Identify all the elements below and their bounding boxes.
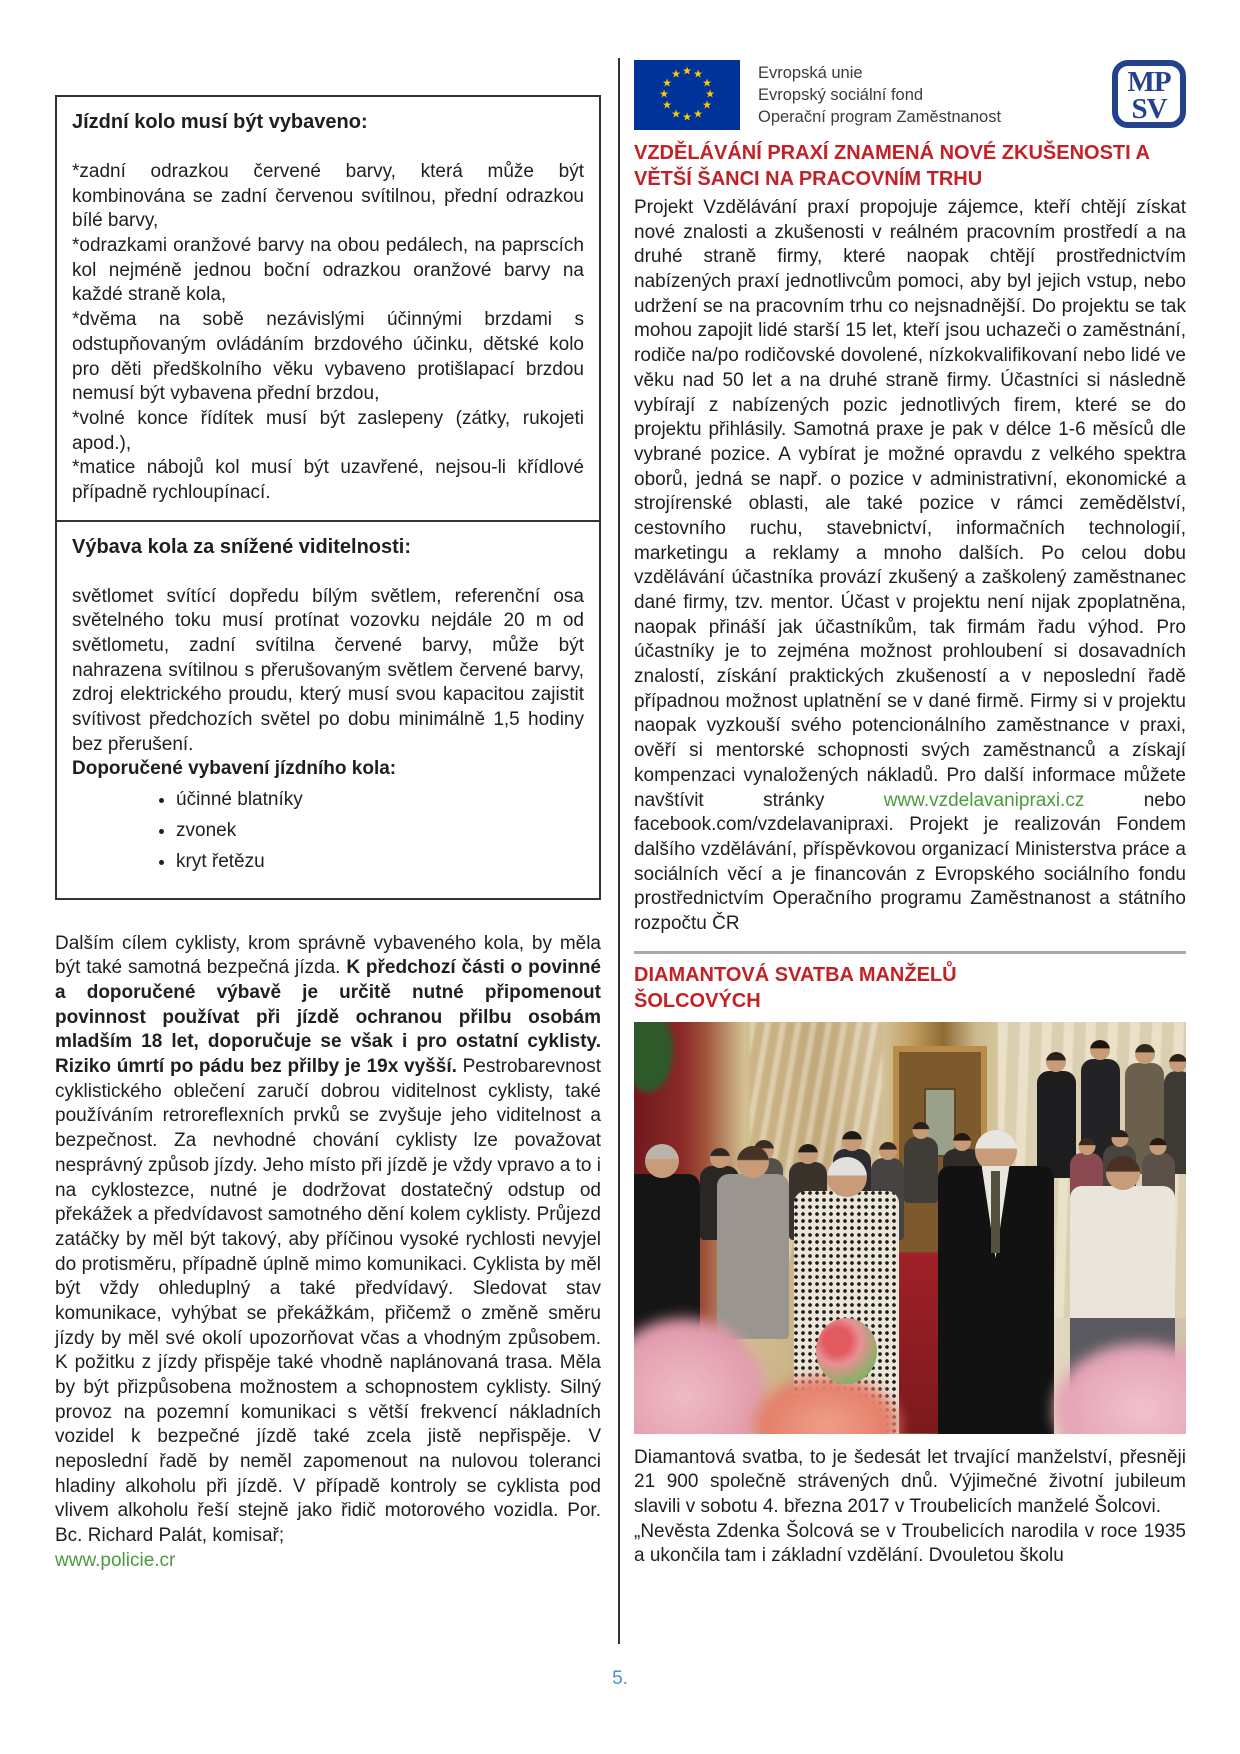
photo-bouquet: [816, 1318, 877, 1384]
photo-woman-gray: [717, 1174, 789, 1339]
mpsv-logo-top: MP: [1127, 66, 1171, 98]
bike-equipment-item: *odrazkami oranžové barvy na obou pedálech, na paprscích kol nejméně jednou boční odrazkou oranžové barvy na každé straně kola,: [72, 235, 584, 306]
mpsv-logo-icon: [1112, 60, 1186, 128]
column-divider: [618, 58, 620, 1644]
visibility-box-paragraph: světlomet svítící dopředu bílým světlem, referenční osa světelného toku musí protínat vozovku nejdále 20 m od světlometu, zadní svítilna červené barvy, může být nahrazena svítilnou s přerušovaným světlem červené barvy, zdroj elektrického proudu, který musí svou kapacitou zajistit svítivost předchozích světel po dobu minimálně 1,5 hodiny bez přerušení.: [72, 585, 584, 755]
vzdelavanipraxi-link[interactable]: www.vzdelavanipraxi.cz: [883, 789, 1085, 811]
article-text-start: Dalším cílem cyklisty, krom správně vybaveného kola, by měla být také samotná bezpečná jízda.: [55, 932, 601, 979]
article1-body-end: nebo facebook.com/vzdelavanipraxi. Projekt je realizován Fondem dalšího vzdělávání, příspěvkovou organizací Ministerstva práce a sociálních věcí a je financován z Evropského sociálního fondu prostřednictvím Operačního programu Zaměstnanost a státního rozpočtu ČR: [634, 789, 1186, 934]
eu-flag-icon: ★ ★ ★ ★ ★ ★ ★ ★ ★ ★ ★ ★: [634, 60, 740, 130]
article1-body: [634, 196, 1186, 937]
article-text-bold: K předchozí části o povinné a doporučené výbavě je určitě nutné připomenout povinnost používat při jízdě ochranou přilbu osobám mladším 18 let, doporučuje se však i pro ostatní cyklisty. Riziko úmrtí po pádu bez přilby je 19x vyšší.: [55, 957, 601, 1078]
eu-logo-line: Evropská unie: [758, 64, 863, 82]
article-text-end: Pestrobarevnost cyklistického oblečení zaručí dobrou viditelnost cyklisty, také používáním retroreflexních prvků se zvyšuje jeho viditelnost a bezpečnost. Za nevhodné chování cyklisty lze považovat nesprávný způsob jízdy. Jeho místo při jízdě je vždy vpravo a to i na cyklostezce, nutné je dodržovat dostatečný odstup od překážek a předvídavost samotného dění kolem cyklisty. Průjezd zatáčky by měl být takový, aby příčinou vysoké rychlosti nevyjel do protisměru, případně úplně mimo komunikaci. Cyklista by měl být vždy ohleduplný a také předvídavý. Sledovat stav komunikace, vyhýbat se překážkám, přičemž o změně směru jízdy by měl své okolí upozorňovat včas a vhodným způsobem. K požitku z jízdy přispěje také vhodně naplánovaná trasa. Měla by být přizpůsobena možnostem a schopnostem cyklisty. Silný provoz na pozemní komunikaci s větší frekvencí nákladních vozidel k bezpečné jízdě také zcela jistě nepřispěje. V neposlední řadě by neměl zapomenout na nulovou toleranci hladiny alkoholu při jízdě. V případě kontroly se cyklista pod vlivem alkoholu řeší stejně jako řidič motorového vozidla. Por. Bc. Richard Palát, komisař;: [55, 1056, 601, 1547]
article1-body-start: Projekt Vzdělávání praxí propojuje zájemce, kteří chtějí získat nové znalosti a zkušenosti v reálném pracovním prostředí a na druhé straně firmy, které naopak chtějí prostřednictvím nabízených praxí jednotlivcům pomoci, aby byl jejich vstup, nebo udržení se na pracovním trhu co nejsnadnější. Do projektu se tak mohou zapojit lidé starší 15 let, kteří jsou uchazeči o zaměstnání, rodiče na/po rodičovské dovolené, nízkokvalifikovaní nebo lidé ve věku nad 50 let a na druhé straně firmy. Účastníci si následně vybírají z nabízených pozic jednotlivých firem, které se do projektu přihlásily. Samotná praxe je pak v délce 1-6 měsíců dle vybrané pozice. A vybírat je možné opravdu z velkého spektra oborů, jedná se např. o pozice v administrativní, ekonomické a strojírenské oblasti, ale také pozice v rámci zemědělství, cestovního ruchu, stavebnictví, informačních technologií, marketingu a reklamy a mnoho dalších. Po celou dobu vzdělávání účastníka provází zkušený a zaškolený zaměstnanec dané firmy, tzv. mentor. Účast v projektu není nijak zpoplatněna, naopak přináší jak účastníkům, tak firmám řadu výhod. Pro účastníky je to zejména možnost prohloubení si dosavadních znalostí, získání praktických zkušeností a v neposlední řadě případnou možnost uplatnění se v dané firmě. Firmy si v projektu naopak vyzkouší svého potencionálního zaměstnance v praxi, ověří si mentorské schopnosti svých zaměstnanců a získají kompenzaci vynaložených nákladů. Pro další informace můžete navštívit stránky: [634, 197, 1186, 811]
article2-paragraph2: „Nevěsta Zdenka Šolcová se v Troubelicích narodila v roce 1935 a ukončila tam i základní vzdělání. Dvouletou školu: [634, 1520, 1186, 1567]
bike-equipment-box-title: Jízdní kolo musí být vybaveno:: [72, 111, 368, 133]
article2-paragraph1: Diamantová svatba, to je šedesát let trvající manželství, přesněji 21 900 společně strávených dnů. Výjimečné životní jubileum slavili v sobotu 4. března 2017 v Troubelicích manželé Šolcovi.: [634, 1446, 1186, 1517]
recommended-equipment-subheading: Doporučené vybavení jízdního kola:: [72, 758, 397, 780]
article1-heading: VZDĚLÁVÁNÍ PRAXÍ ZNAMENÁ NOVÉ ZKUŠENOSTI A VĚTŠÍ ŠANCI NA PRACOVNÍM TRHU: [634, 142, 1150, 190]
bike-equipment-item: *volné konce řídítek musí být zaslepeny (zátky, rukojeti apod.),: [72, 407, 584, 454]
left-column: [55, 95, 601, 1574]
list-item: • zvonek: [176, 819, 584, 844]
bike-equipment-item: *zadní odrazkou červené barvy, která může být kombinována se zadní červenou svítilnou, přední odrazkou bílé barvy,: [72, 161, 584, 232]
policie-link[interactable]: www.policie.cr: [55, 1549, 176, 1571]
visibility-box-title: Výbava kola za snížené viditelnosti:: [72, 535, 412, 558]
bike-equipment-item: *dvěma na sobě nezávislými účinnými brzdami s odstupňovaným ovládáním brzdového účinku, dětské kolo pro děti předškolního věku vybaveno protišlapací brzdou nemusí být vybavena přední brzdou,: [72, 309, 584, 405]
recommended-equipment-list: [72, 788, 584, 874]
mpsv-logo-bottom: SV: [1131, 92, 1167, 125]
wedding-photo: [634, 1022, 1186, 1434]
bike-equipment-item: *matice nábojů kol musí být uzavřené, nejsou-li křídlové případně rychloupínací.: [72, 457, 584, 503]
eu-logo-line: Evropský sociální fond: [758, 85, 924, 104]
list-item: • účinné blatníky: [176, 788, 584, 813]
bike-equipment-box: [55, 95, 601, 522]
visibility-equipment-box: [55, 520, 601, 900]
right-column: [634, 60, 1186, 1569]
eu-logo-text: [740, 60, 1001, 128]
photo-person: [904, 1137, 937, 1203]
list-item: • kryt řetězu: [176, 850, 584, 875]
article2-heading: DIAMANTOVÁ SVATBA MANŽELŮ ŠOLCOVÝCH: [634, 963, 957, 1012]
photo-groom: [938, 1166, 1054, 1434]
section-rule: [634, 951, 1186, 954]
page-number: 5.: [612, 1668, 628, 1689]
cycling-safety-article: [55, 932, 601, 1574]
eu-logo-line: Operační program Zaměstnanost: [758, 107, 1002, 126]
logo-row: [634, 60, 1186, 130]
